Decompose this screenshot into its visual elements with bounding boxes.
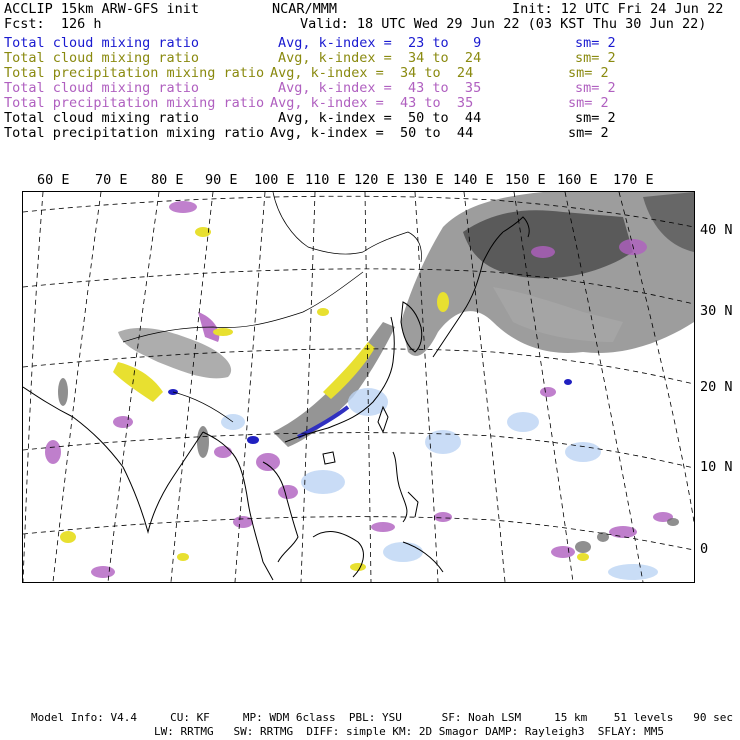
legend-row-2-sm: sm= 2 bbox=[575, 50, 616, 66]
legend-row-1-sm: sm= 2 bbox=[575, 35, 616, 51]
lat-label-10n: 10 N bbox=[700, 459, 733, 475]
legend-row-6-sm: sm= 2 bbox=[575, 110, 616, 126]
legend-row-5-sm: sm= 2 bbox=[568, 95, 609, 111]
lon-label-140e: 140 E bbox=[453, 172, 494, 188]
legend-row-4-field: Total cloud mixing ratio bbox=[4, 80, 200, 96]
legend-row-5-field: Total precipitation mixing ratio bbox=[4, 95, 265, 111]
lon-label-160e: 160 E bbox=[557, 172, 598, 188]
model-title: ACCLIP 15km ARW-GFS init bbox=[4, 1, 200, 17]
lon-label-60e: 60 E bbox=[37, 172, 70, 188]
lat-label-40n: 40 N bbox=[700, 222, 733, 238]
cloud-fields bbox=[45, 192, 694, 580]
legend-row-3-sm: sm= 2 bbox=[568, 65, 609, 81]
footer-model-info: Model Info: V4.4 CU: KF MP: WDM 6class PBL: YSU SF: Noah LSM 15 km 51 levels 90 sec bbox=[31, 711, 733, 724]
legend-row-5-avg: Avg, k-index = 43 to 35 bbox=[270, 95, 474, 111]
lat-label-0: 0 bbox=[700, 541, 709, 557]
lon-label-100e: 100 E bbox=[254, 172, 295, 188]
lon-label-150e: 150 E bbox=[505, 172, 546, 188]
footer-physics-info: LW: RRTMG SW: RRTMG DIFF: simple KM: 2D Smagor DAMP: Rayleigh3 SFLAY: MM5 bbox=[154, 725, 664, 738]
legend-row-7-sm: sm= 2 bbox=[568, 125, 609, 141]
forecast-hour: Fcst: 126 h bbox=[4, 16, 102, 32]
lon-label-80e: 80 E bbox=[151, 172, 184, 188]
legend-row-6-avg: Avg, k-index = 50 to 44 bbox=[278, 110, 482, 126]
legend-row-3-avg: Avg, k-index = 34 to 24 bbox=[270, 65, 474, 81]
lat-label-20n: 20 N bbox=[700, 379, 733, 395]
lat-label-30n: 30 N bbox=[700, 303, 733, 319]
legend-row-6-field: Total cloud mixing ratio bbox=[4, 110, 200, 126]
legend-row-7-field: Total precipitation mixing ratio bbox=[4, 125, 265, 141]
legend-row-4-avg: Avg, k-index = 43 to 35 bbox=[278, 80, 482, 96]
lon-label-70e: 70 E bbox=[95, 172, 128, 188]
valid-time: Valid: 18 UTC Wed 29 Jun 22 (03 KST Thu 30 Jun 22) bbox=[300, 16, 707, 32]
lon-label-170e: 170 E bbox=[613, 172, 654, 188]
legend-row-7-avg: Avg, k-index = 50 to 44 bbox=[270, 125, 474, 141]
map-canvas bbox=[23, 192, 694, 582]
lon-label-120e: 120 E bbox=[354, 172, 395, 188]
legend-row-2-avg: Avg, k-index = 34 to 24 bbox=[278, 50, 482, 66]
init-time: Init: 12 UTC Fri 24 Jun 22 bbox=[512, 1, 724, 17]
lon-label-110e: 110 E bbox=[305, 172, 346, 188]
legend-row-1-avg: Avg, k-index = 23 to 9 bbox=[278, 35, 482, 51]
legend-row-4-sm: sm= 2 bbox=[575, 80, 616, 96]
lon-label-130e: 130 E bbox=[403, 172, 444, 188]
legend-row-3-field: Total precipitation mixing ratio bbox=[4, 65, 265, 81]
map-panel bbox=[22, 191, 695, 583]
lon-label-90e: 90 E bbox=[205, 172, 238, 188]
center-label: NCAR/MMM bbox=[272, 1, 338, 17]
legend-row-2-field: Total cloud mixing ratio bbox=[4, 50, 200, 66]
legend-row-1-field: Total cloud mixing ratio bbox=[4, 35, 200, 51]
